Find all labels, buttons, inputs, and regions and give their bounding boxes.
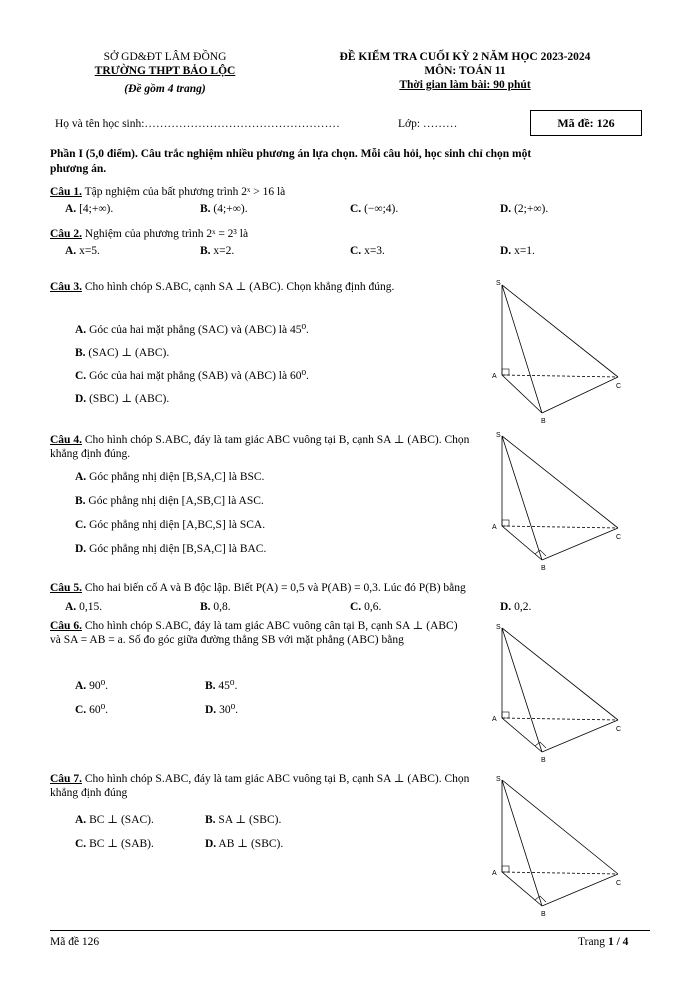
question-4: [50, 433, 470, 461]
header-right: [280, 50, 650, 92]
q1-option-d: D. (2;+∞).: [500, 203, 549, 215]
q6-label: Câu 6.: [50, 620, 82, 632]
exam-title: ĐỀ KIỂM TRA CUỐI KỲ 2 NĂM HỌC 2023-2024: [339, 51, 591, 63]
figure-pyramid-q3: [490, 275, 630, 425]
q6-text: Cho hình chóp S.ABC, đáy là tam giác ABC vuông cân tại B, cạnh SA ⊥ (ABC) và SA = AB = a. Số đo góc giữa đường thẳng SB với mặt phẳng (ABC) bằng: [50, 620, 458, 646]
q1-option-b: B. (4;+∞).: [200, 203, 248, 215]
q2-option-d: D. x=1.: [500, 245, 535, 257]
q1-label: Câu 1.: [50, 186, 82, 198]
q5-option-b: B. 0,8.: [200, 601, 231, 613]
q7-label: Câu 7.: [50, 773, 82, 785]
q4-option-d: D. Góc phẳng nhị diện [B,SA,C] là BAC.: [75, 543, 267, 555]
question-7: [50, 772, 470, 800]
subject: MÔN: TOÁN 11: [424, 65, 506, 77]
footer-page-prefix: Trang: [578, 936, 608, 948]
q7-option-a: A. BC ⊥ (SAC).: [75, 814, 154, 826]
q1-option-a: A. [4;+∞).: [65, 203, 114, 215]
q4-option-a: A. Góc phẳng nhị diện [B,SA,C] là BSC.: [75, 471, 265, 483]
q5-label: Câu 5.: [50, 582, 82, 594]
q6-option-c: C. 60⁰.: [75, 704, 109, 716]
part1-title-1: Phần I (5,0 điểm). Câu trắc nghiệm nhiều phương án lựa chọn. Mỗi câu hỏi, học sinh chỉ chọn một: [50, 148, 532, 160]
school-name: TRƯỜNG THPT BẢO LỘC: [94, 65, 236, 77]
q7-text: Cho hình chóp S.ABC, đáy là tam giác ABC vuông tại B, cạnh SA ⊥ (ABC). Chọn khẳng định đúng: [50, 773, 470, 799]
q3-text: Cho hình chóp S.ABC, cạnh SA ⊥ (ABC). Chọn khẳng định đúng.: [81, 281, 395, 293]
q5-text: Cho hai biến cố A và B độc lập. Biết P(A) = 0,5 và P(AB) = 0,3. Lúc đó P(B) bằng: [81, 582, 466, 594]
part1-title-2: phương án.: [50, 163, 107, 175]
q2-label: Câu 2.: [50, 228, 82, 240]
q2-text: Nghiệm của phương trình 2ˣ = 2³ là: [81, 228, 249, 240]
q2-option-a: A. x=5.: [65, 245, 100, 257]
q3-option-c: C. Góc của hai mặt phẳng (SAB) và (ABC) là 60⁰.: [75, 370, 309, 382]
exam-code-box: Mã đề: 126: [530, 110, 642, 136]
q5-option-a: A. 0,15.: [65, 601, 103, 613]
question-6: [50, 619, 470, 647]
q4-option-c: C. Góc phẳng nhị diện [A,BC,S] là SCA.: [75, 519, 266, 531]
footer-page: [578, 936, 628, 948]
figure-pyramid-q7: [490, 772, 630, 922]
fig6-label-a: A: [492, 716, 497, 723]
fig6-label-b: B: [541, 757, 546, 764]
question-3: [50, 280, 470, 294]
q5-option-c: C. 0,6.: [350, 601, 382, 613]
fig7-label-b: B: [541, 911, 546, 918]
fig7-label-a: A: [492, 870, 497, 877]
fig6-label-s: S: [496, 624, 501, 631]
q3-option-d: D. (SBC) ⊥ (ABC).: [75, 393, 170, 405]
pages-note: (Đề gồm 4 trang): [124, 83, 206, 95]
fig3-label-c: C: [616, 383, 622, 390]
q7-option-d: D. AB ⊥ (SBC).: [205, 838, 284, 850]
footer-exam-code: Mã đề 126: [50, 936, 100, 948]
q3-option-b: B. (SAC) ⊥ (ABC).: [75, 347, 170, 359]
q4-label: Câu 4.: [50, 434, 82, 446]
q3-label: Câu 3.: [50, 281, 82, 293]
fig4-label-c: C: [616, 534, 622, 541]
figure-pyramid-q4: [490, 428, 630, 573]
fig4-label-b: B: [541, 565, 546, 572]
q2-option-c: C. x=3.: [350, 245, 385, 257]
q6-option-d: D. 30⁰.: [205, 704, 239, 716]
figure-pyramid-q6: [490, 620, 630, 765]
dept-name: SỞ GD&ĐT LÂM ĐỒNG: [103, 51, 227, 63]
q6-option-a: A. 90⁰.: [75, 680, 109, 692]
question-5: [50, 582, 466, 594]
q5-option-d: D. 0,2.: [500, 601, 532, 613]
class-label: Lớp: ………: [398, 118, 458, 130]
footer-page-number: 1 / 4: [607, 936, 629, 948]
fig6-label-c: C: [616, 726, 622, 733]
q1-option-c: C. (−∞;4).: [350, 203, 399, 215]
fig3-label-b: B: [541, 418, 546, 425]
q6-option-b: B. 45⁰.: [205, 680, 238, 692]
fig7-label-s: S: [496, 776, 501, 783]
footer-divider: [50, 930, 650, 931]
fig4-label-a: A: [492, 524, 497, 531]
question-1: [50, 186, 285, 198]
fig3-label-s: S: [496, 280, 501, 287]
q7-option-b: B. SA ⊥ (SBC).: [205, 814, 282, 826]
question-2: [50, 228, 248, 240]
q3-option-a: A. Góc của hai mặt phẳng (SAC) và (ABC) là 45⁰.: [75, 324, 309, 336]
student-name-label: Họ và tên học sinh:……………………………………………: [55, 118, 340, 130]
q7-option-c: C. BC ⊥ (SAB).: [75, 838, 154, 850]
q4-option-b: B. Góc phẳng nhị diện [A,SB,C] là ASC.: [75, 495, 264, 507]
q2-option-b: B. x=2.: [200, 245, 235, 257]
q4-text: Cho hình chóp S.ABC, đáy là tam giác ABC vuông tại B, cạnh SA ⊥ (ABC). Chọn khẳng định đúng.: [50, 434, 470, 460]
q1-text: Tập nghiệm của bất phương trình 2ˣ > 16 là: [81, 186, 286, 198]
header-left: [50, 50, 280, 96]
fig4-label-s: S: [496, 432, 501, 439]
fig3-label-a: A: [492, 373, 497, 380]
time-limit: Thời gian làm bài: 90 phút: [399, 79, 531, 91]
fig7-label-c: C: [616, 880, 622, 887]
